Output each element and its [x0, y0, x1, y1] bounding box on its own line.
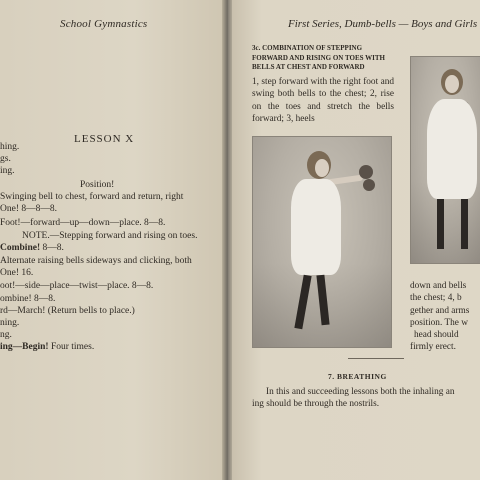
lesson-line: Foot!—forward—up—down—place. 8—8.	[0, 218, 166, 228]
lesson-line-bold: Combine!	[0, 243, 41, 253]
continuation-line: down and bells	[410, 281, 467, 291]
lesson-line: One! 16.	[0, 268, 34, 278]
left-page	[0, 0, 224, 480]
lesson-title: LESSON X	[74, 133, 135, 145]
dumbbell-shape	[363, 179, 375, 191]
lesson-line: oot!—side—place—twist—place. 8—8.	[0, 281, 154, 291]
lesson-line: gs.	[0, 154, 11, 164]
continuation-line: gether and arms	[410, 305, 470, 316]
lesson-line: NOTE.—Stepping forward and rising on toes.	[22, 231, 198, 241]
lesson-line	[0, 341, 94, 353]
dumbbell-shape	[359, 165, 373, 179]
lesson-line: ombine! 8—8.	[0, 294, 56, 304]
lesson-line: hing.	[0, 142, 20, 152]
face-shape	[445, 75, 459, 93]
breathing-heading: 7. BREATHING	[328, 372, 387, 381]
left-running-head: School Gymnastics	[60, 18, 148, 30]
section-continuation	[410, 280, 480, 354]
leg-shape	[294, 275, 311, 330]
right-page	[232, 0, 480, 480]
breathing-line: In this and succeeding lessons both the inhaling an	[266, 387, 455, 397]
section-body: 1, step forward with the right foot and swing both bells to the chest; 2, rise on the toes and stretch the bells forward; 3, heels	[252, 77, 394, 124]
section-divider	[348, 358, 404, 359]
lesson-line: Position!	[80, 180, 115, 190]
photo-girl-standing	[410, 56, 480, 264]
continuation-line: position. The w	[410, 317, 468, 328]
continuation-line: firmly erect.	[410, 342, 456, 353]
lesson-line	[0, 242, 64, 254]
right-running-head: First Series, Dumb-bells — Boys and Girls	[288, 18, 478, 30]
lesson-line: One! 8—8—8.	[0, 204, 57, 214]
lesson-line-tail: Four times.	[48, 342, 95, 352]
lesson-line-bold: ing—Begin!	[0, 342, 49, 352]
continuation-line: the chest; 4, b	[410, 293, 462, 304]
photo-girl-stepping	[252, 136, 392, 348]
continuation-line: head should	[414, 330, 459, 341]
lesson-line: ng.	[0, 330, 12, 340]
leg-shape	[461, 199, 468, 249]
leg-shape	[437, 199, 444, 249]
breathing-body	[252, 386, 480, 411]
lesson-line: Alternate raising bells sideways and clicking, both	[0, 256, 192, 266]
leg-shape	[316, 275, 329, 326]
lesson-line: ning.	[0, 318, 20, 328]
lesson-line: ing.	[0, 166, 15, 176]
girl-figure	[411, 57, 480, 263]
lesson-line: rd—March! (Return bells to place.)	[0, 306, 135, 316]
dress-shape	[427, 99, 477, 199]
breathing-line: ing should be through the nostrils.	[252, 399, 380, 410]
section-heading: 3c. COMBINATION OF STEPPING FORWARD AND RISING ON TOES WITH BELLS AT CHEST AND FORWARD	[252, 44, 385, 71]
lesson-line: Swinging bell to chest, forward and return, right	[0, 192, 184, 202]
lesson-line-tail: 8—8.	[40, 243, 64, 253]
girl-figure	[253, 137, 391, 347]
dress-shape	[291, 179, 341, 275]
face-shape	[315, 159, 329, 177]
